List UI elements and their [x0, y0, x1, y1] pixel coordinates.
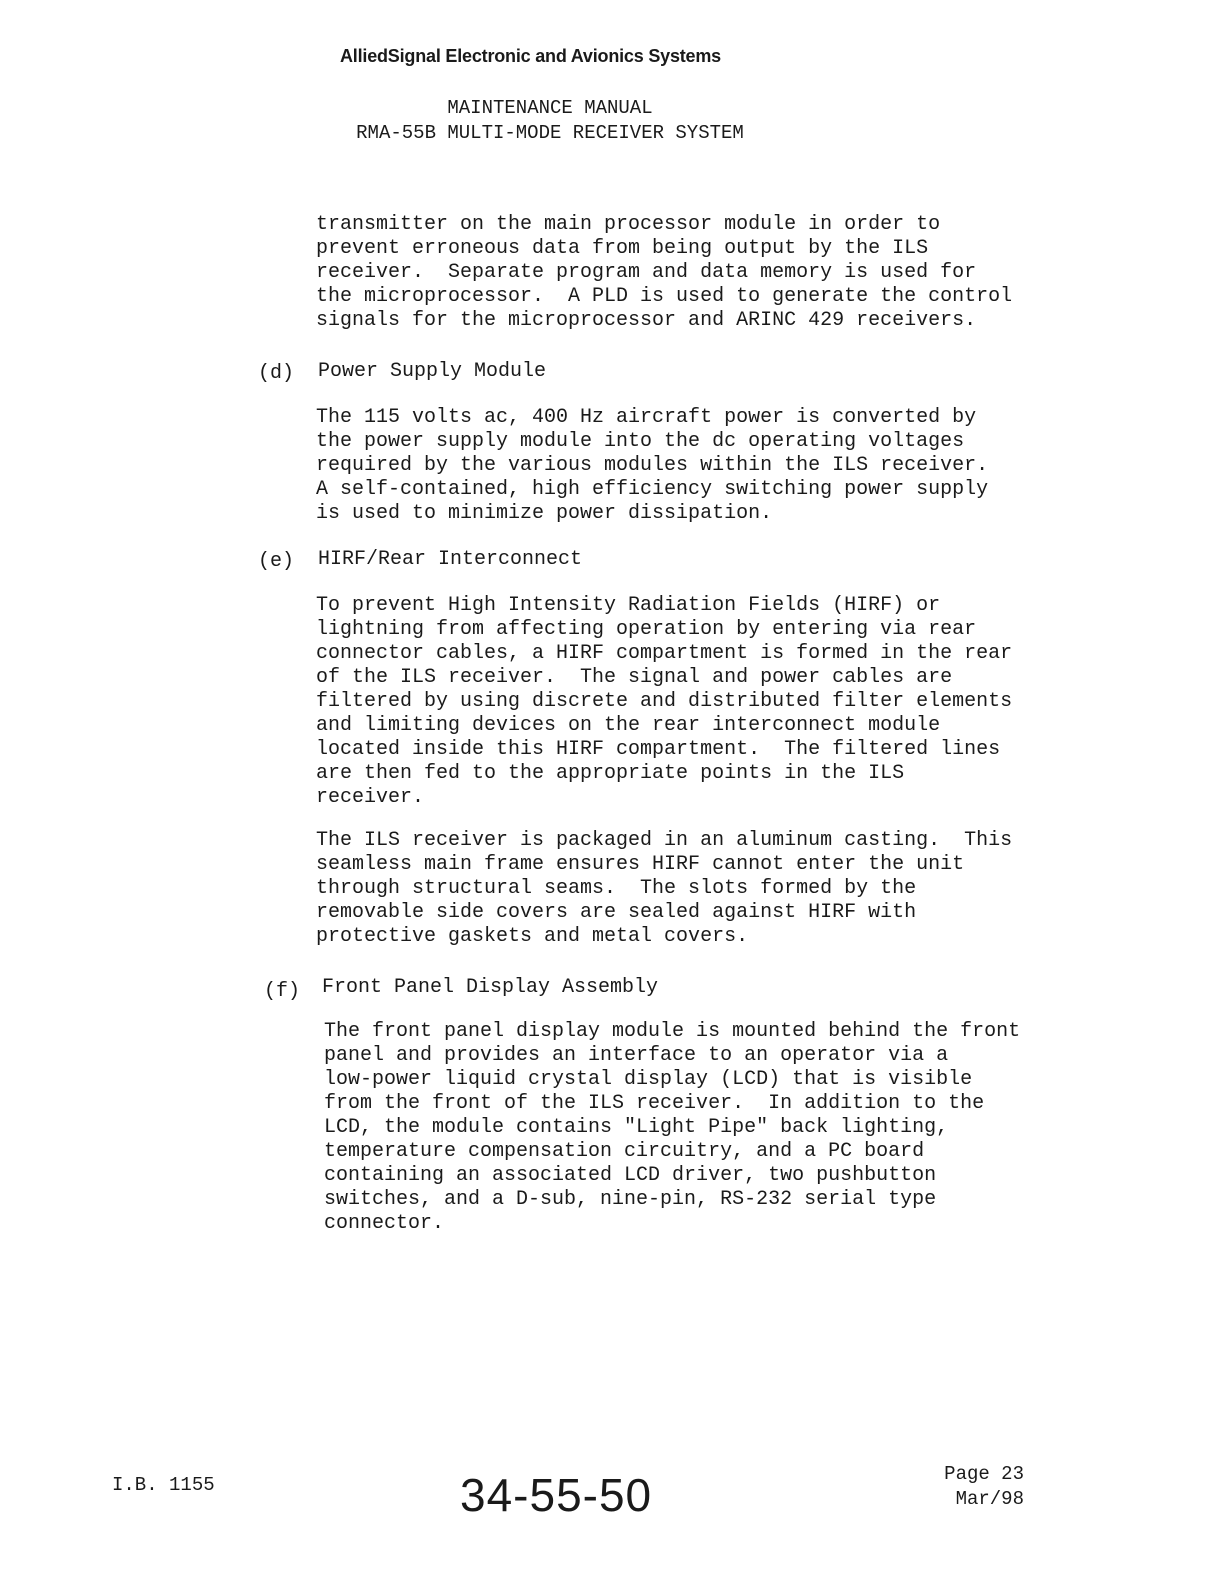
section-title-front-panel: Front Panel Display Assembly — [322, 976, 659, 999]
section-title-power-supply: Power Supply Module — [318, 360, 547, 383]
manual-title-line1: MAINTENANCE MANUAL — [447, 97, 653, 119]
hirf-paragraph-2: The ILS receiver is packaged in an aluminum casting. This seamless main frame ensures HIRF cannot enter the unit through structural seams. The slots formed by the removable side covers are sealed against HIRF with protective gaskets and metal covers. — [316, 829, 1013, 948]
section-marker-f: (f) — [264, 980, 301, 1003]
front-panel-paragraph: The front panel display module is mounted behind the front panel and provides an interface to an operator via a low-power liquid crystal display (LCD) that is visible from the front of the ILS receiver. In addition to the LCD, the module contains "Light Pipe" back lighting, temperature compensation circuitry, and a PC board containing an associated LCD driver, two pushbutton switches, and a D-sub, nine-pin, RS-232 serial type connector. — [324, 1020, 1021, 1235]
section-title-hirf: HIRF/Rear Interconnect — [318, 548, 583, 571]
company-name: AlliedSignal Electronic and Avionics Systems — [340, 46, 721, 66]
footer-document-id: I.B. 1155 — [112, 1474, 215, 1496]
footer-page-number: Page 23 — [944, 1463, 1024, 1485]
footer-chapter-number: 34-55-50 — [460, 1469, 653, 1521]
footer-page-info — [930, 1462, 1024, 1512]
section-marker-d: (d) — [258, 362, 295, 385]
manual-title — [300, 96, 800, 146]
manual-title-line2: RMA-55B MULTI-MODE RECEIVER SYSTEM — [356, 122, 744, 144]
power-supply-paragraph: The 115 volts ac, 400 Hz aircraft power is converted by the power supply module into the dc operating voltages required by the various modules within the ILS receiver. A self-contained, high efficiency switching power supply is used to minimize power dissipation. — [316, 406, 989, 525]
hirf-paragraph-1: To prevent High Intensity Radiation Fields (HIRF) or lightning from affecting operation by entering via rear connector cables, a HIRF compartment is formed in the rear of the ILS receiver. The signal and power cables are filtered by using discrete and distributed filter elements and limiting devices on the rear interconnect module located inside this HIRF compartment. The filtered lines are then fed to the appropriate points in the ILS receiver. — [316, 594, 1013, 809]
section-marker-e: (e) — [258, 550, 295, 573]
footer-date: Mar/98 — [955, 1488, 1024, 1510]
intro-paragraph: transmitter on the main processor module in order to prevent erroneous data from being output by the ILS receiver. Separate program and data memory is used for the microprocessor. A PLD is used to generate the control signals for the microprocessor and ARINC 429 receivers. — [316, 213, 1013, 332]
